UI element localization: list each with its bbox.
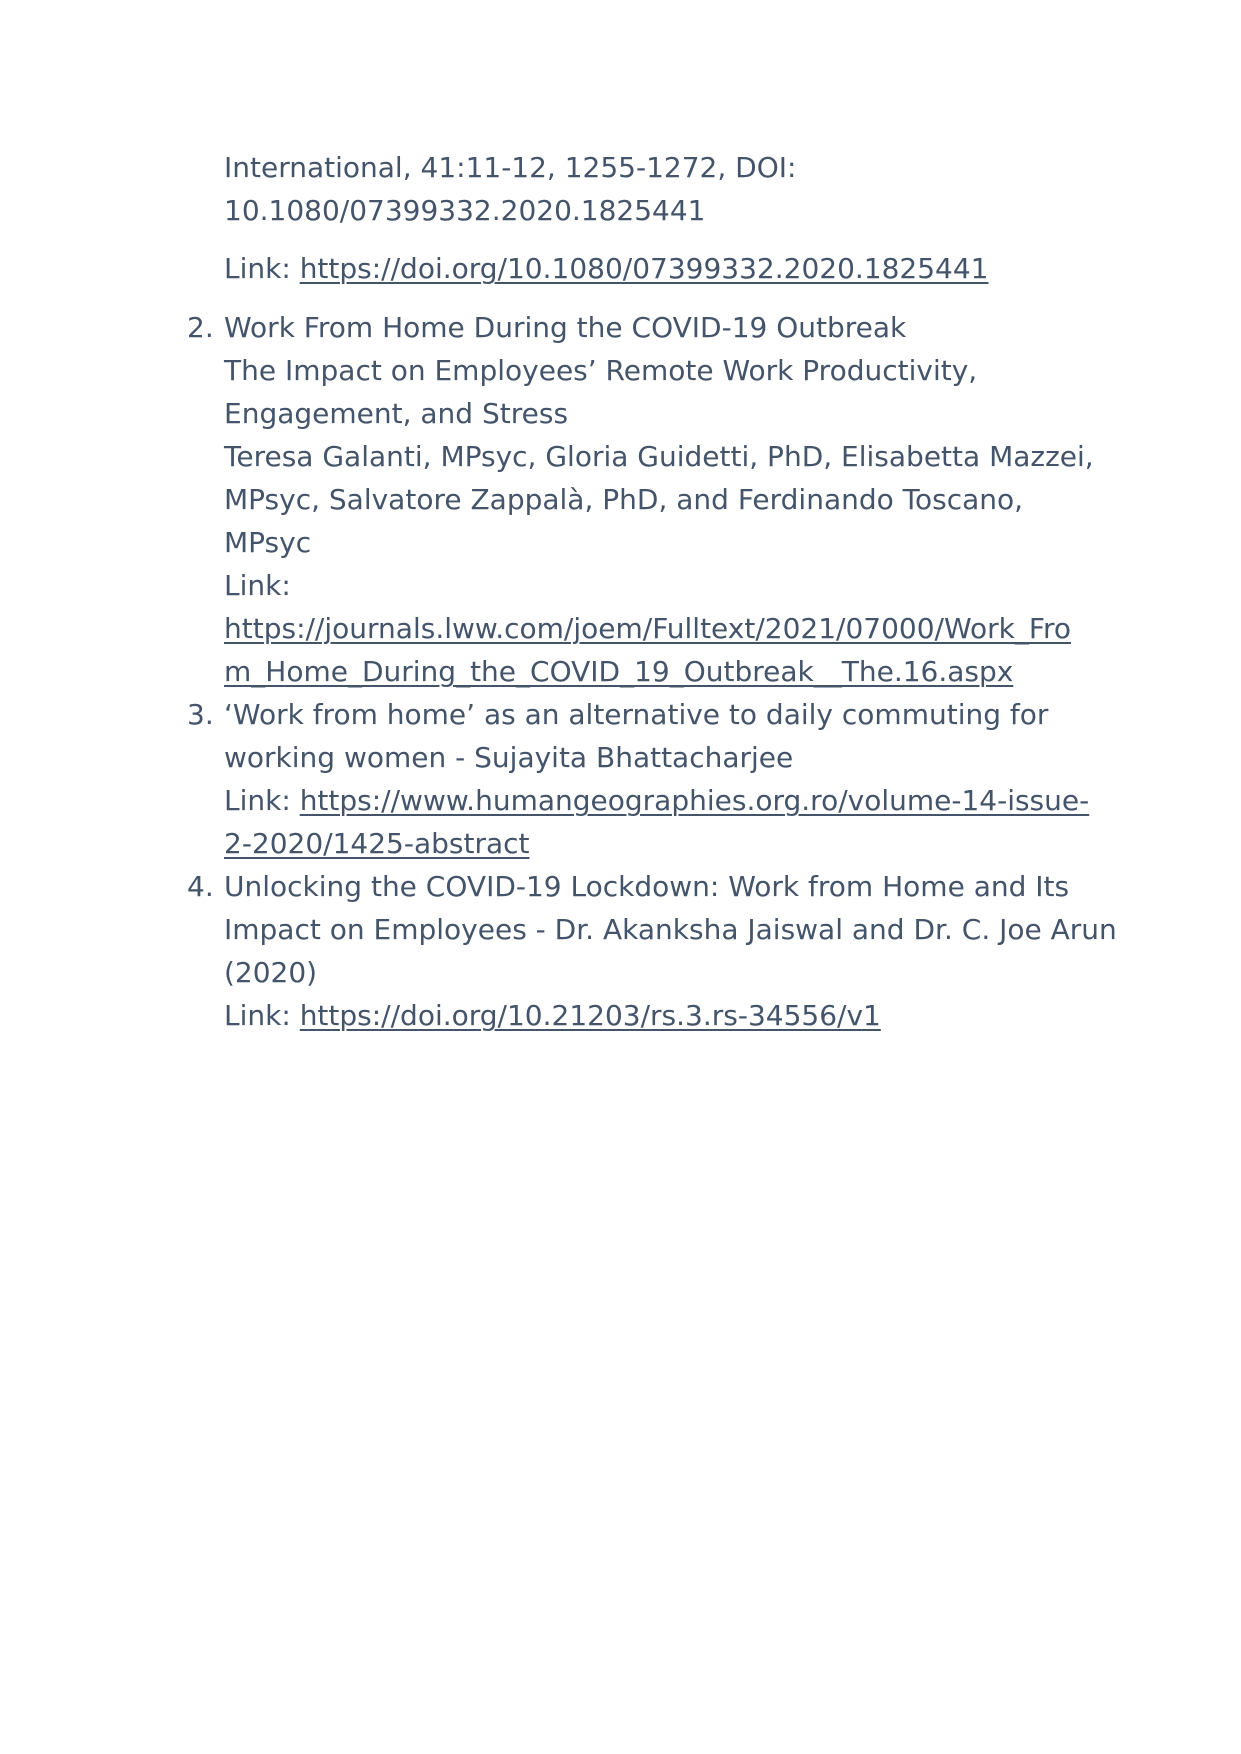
- item-line: working women - Sujayita Bhattacharjee: [224, 741, 794, 774]
- geographies-link-line: [224, 822, 1107, 865]
- geographies-link-line: [224, 779, 1107, 822]
- reference-continuation: [187, 146, 1107, 290]
- continuation-link-line: [224, 247, 1107, 290]
- item-number: 2.: [187, 311, 214, 344]
- doi-link[interactable]: https://doi.org/10.1080/07399332.2020.1825441: [299, 252, 989, 285]
- doi-link-line: [224, 994, 1107, 1037]
- link-label: Link:: [224, 999, 300, 1032]
- link-label: Link:: [224, 784, 300, 817]
- item-number: 4.: [187, 870, 214, 903]
- item-line: Unlocking the COVID-19 Lockdown: Work from Home and Its: [224, 870, 1070, 903]
- journal-link[interactable]: m_Home_During_the_COVID_19_Outbreak__The.16.aspx: [224, 655, 1014, 688]
- journal-link-line: [224, 650, 1107, 693]
- item-line: Impact on Employees - Dr. Akanksha Jaiswal and Dr. C. Joe Arun: [224, 913, 1117, 946]
- geographies-link[interactable]: https://www.humangeographies.org.ro/volume-14-issue-: [299, 784, 1090, 817]
- journal-link-line: [224, 607, 1107, 650]
- continuation-line: 10.1080/07399332.2020.1825441: [224, 194, 706, 227]
- item-line: Teresa Galanti, MPsyc, Gloria Guidetti, PhD, Elisabetta Mazzei,: [224, 440, 1094, 473]
- journal-link[interactable]: https://journals.lww.com/joem/Fulltext/2021/07000/Work_Fro: [224, 612, 1071, 645]
- item-line: The Impact on Employees’ Remote Work Productivity,: [224, 354, 978, 387]
- item-line: Work From Home During the COVID-19 Outbreak: [224, 311, 907, 344]
- spacer: [224, 232, 1107, 247]
- continuation-line: International, 41:11-12, 1255-1272, DOI:: [224, 151, 797, 184]
- spacer: [187, 290, 1107, 306]
- item-line: Engagement, and Stress: [224, 397, 569, 430]
- item-line: (2020): [224, 956, 318, 989]
- item-line: MPsyc, Salvatore Zappalà, PhD, and Ferdinando Toscano,: [224, 483, 1024, 516]
- doi-link[interactable]: https://doi.org/10.21203/rs.3.rs-34556/v1: [299, 999, 881, 1032]
- reference-item: [187, 306, 1107, 693]
- item-line: ‘Work from home’ as an alternative to daily commuting for: [224, 698, 1049, 731]
- reference-item: [187, 693, 1107, 865]
- item-number: 3.: [187, 698, 214, 731]
- item-line: MPsyc: [224, 526, 312, 559]
- reference-list: [187, 146, 1117, 1037]
- item-line: Link:: [224, 569, 291, 602]
- reference-item: [187, 865, 1117, 1037]
- geographies-link[interactable]: 2-2020/1425-abstract: [224, 827, 530, 860]
- link-label: Link:: [224, 252, 300, 285]
